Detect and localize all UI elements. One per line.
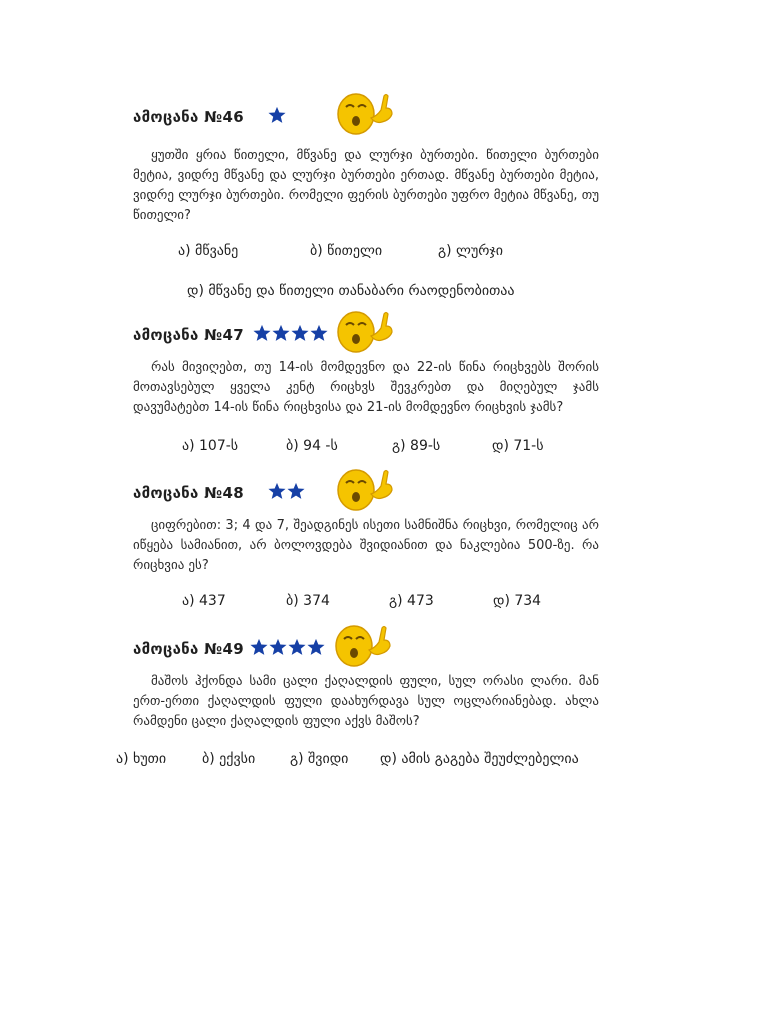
thinking-face-icon [333, 304, 393, 356]
star-icon [287, 482, 305, 500]
star-icon [253, 324, 271, 342]
answer-option: ა) 437 [182, 593, 226, 609]
star-icon [250, 638, 268, 656]
task-text: ყუთში ყრია წითელი, მწვანე და ლურჯი ბურთები. წითელი ბურთები მეტია, ვიდრე მწვანე და ლურჯი ბურთები ერთად. მწვანე ბურთები მეტია, ვიდრე ლურჯი ბურთები. რომელი ფერის ბურთები უფრო მეტია მწვანე, თუ წითელი? [133, 148, 599, 223]
answer-option: ბ) წითელი [310, 243, 383, 259]
difficulty-stars [268, 482, 305, 500]
difficulty-stars [268, 106, 286, 124]
answer-option: ა) მწვანე [178, 243, 239, 259]
answer-option: გ) 473 [389, 593, 434, 609]
star-icon [268, 482, 286, 500]
task-title: ამოცანა №46 [133, 108, 244, 126]
answer-option: ა) ხუთი [116, 751, 167, 767]
answer-option: დ) 71-ს [492, 438, 544, 454]
task-text: რას მივიღებთ, თუ 14-ის მომდევნო და 22-ის წინა რიცხვებს შორის მოთავსებულ ყველა კენტ რიცხვს შევკრებთ და მიღებულ ჯამს დავუმატებთ 14-ის წინა რიცხვისა და 21-ის მომდევნო რიცხვის ჯამს? [133, 360, 599, 415]
answer-options [0, 751, 768, 773]
task-title: ამოცანა №47 [133, 326, 244, 344]
answer-option: ბ) 374 [286, 593, 330, 609]
star-icon [269, 638, 287, 656]
answer-option: დ) ამის გაგება შეუძლებელია [380, 751, 579, 767]
task-title: ამოცანა №49 [133, 640, 244, 658]
thinking-face-icon [333, 86, 393, 138]
answer-options [0, 438, 768, 460]
task-text: ციფრებით: 3; 4 და 7, შეადგინეს ისეთი სამნიშნა რიცხვი, რომელიც არ იწყება სამიანით, არ ბოლოვდება შვიდიანით და ნაკლებია 500-ზე. რა რიცხვია ეს? [133, 518, 599, 573]
answer-options [0, 243, 768, 265]
star-icon [272, 324, 290, 342]
answer-option: გ) 89-ს [392, 438, 441, 454]
star-icon [307, 638, 325, 656]
difficulty-stars [253, 324, 328, 342]
thinking-face-icon [331, 618, 391, 670]
star-icon [291, 324, 309, 342]
task-title: ამოცანა №48 [133, 484, 244, 502]
answer-option: ბ) 94 -ს [286, 438, 338, 454]
star-icon [288, 638, 306, 656]
answer-option: გ) ლურჯი [438, 243, 504, 259]
task-text: მაშოს ჰქონდა სამი ცალი ქაღალდის ფული, სულ ორასი ლარი. მან ერთ-ერთი ქაღალდის ფული დაახურდავა სულ ოცლარიანებად. ახლა რამდენი ცალი ქაღალდის ფული აქვს მაშოს? [133, 674, 599, 729]
star-icon [310, 324, 328, 342]
thinking-face-icon [333, 462, 393, 514]
answer-option: დ) 734 [493, 593, 542, 609]
answer-option: ბ) ექვსი [202, 751, 256, 767]
answer-option: გ) შვიდი [290, 751, 349, 767]
difficulty-stars [250, 638, 325, 656]
answer-options [0, 593, 768, 615]
star-icon [268, 106, 286, 124]
answer-option: დ) მწვანე და წითელი თანაბარი რაოდენობითაა [187, 283, 515, 299]
answer-option: ა) 107-ს [182, 438, 239, 454]
